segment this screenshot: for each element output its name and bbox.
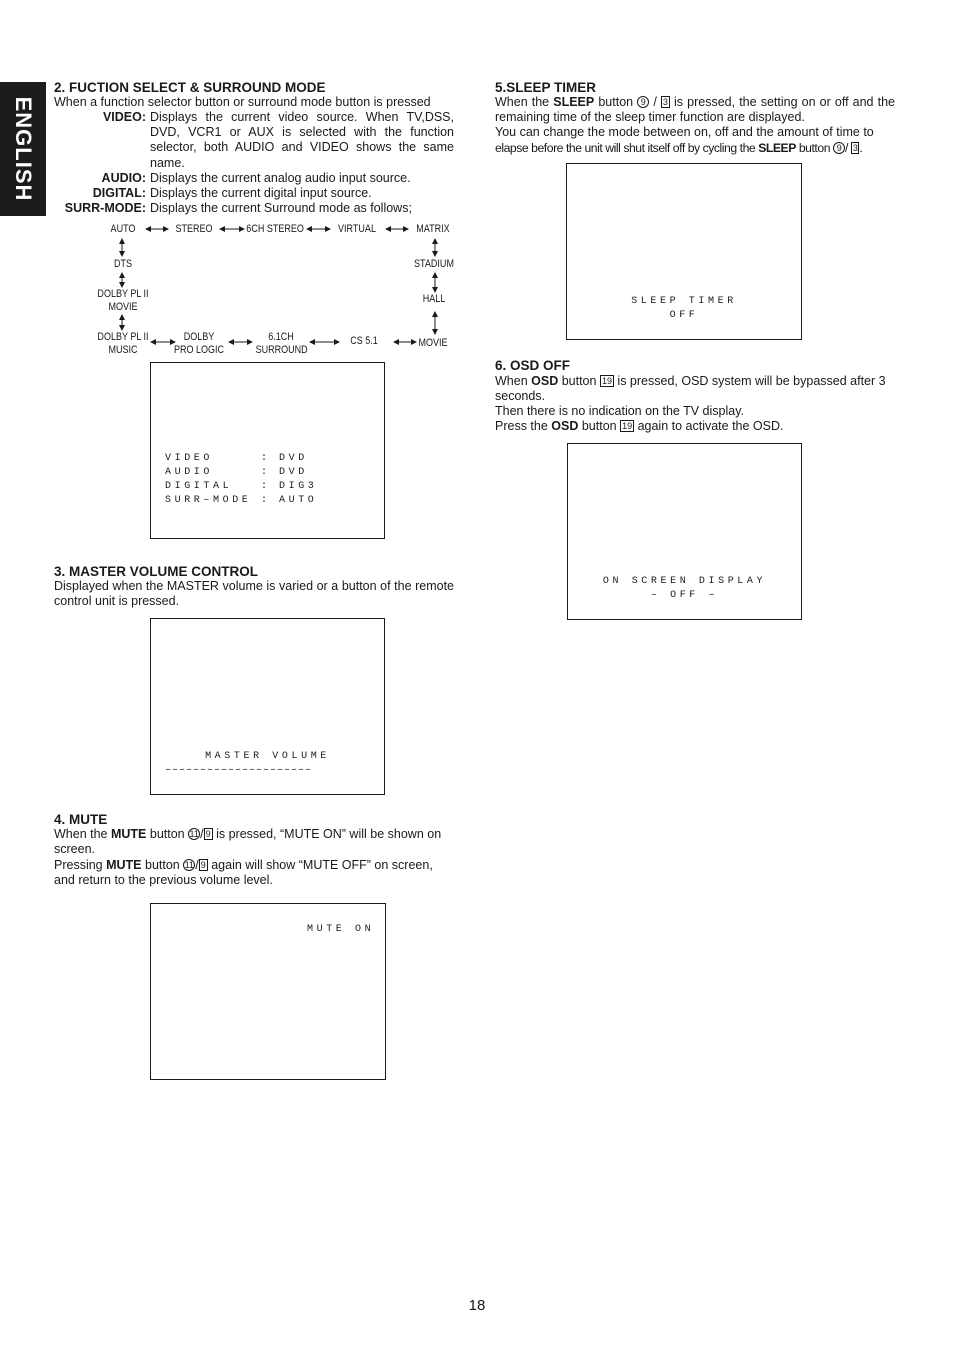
mode-line: DOLBY PL II (97, 331, 149, 343)
key-3-icon: 3 (852, 143, 858, 153)
osd-master-volume-label: MASTER VOLUME (205, 751, 330, 762)
osd-mute-label: MUTE ON (307, 924, 375, 935)
osd-sleep-label: SLEEP TIMER (631, 296, 737, 307)
mode-line: DOLBY (183, 331, 215, 343)
def-desc: Displays the current digital input source. (150, 186, 372, 200)
language-tab-label: ENGLISH (11, 96, 36, 202)
osd-screen-mute (150, 903, 386, 1080)
mode-line: MOVIE (108, 300, 138, 313)
osd-line-surr: SURR–MODE (165, 495, 252, 506)
section5-heading: 5.SLEEP TIMER (495, 80, 597, 95)
def-desc: Displays the current Surround mode as follows; (150, 201, 412, 215)
section3-heading: 3. MASTER VOLUME CONTROL (54, 564, 259, 579)
def-term: AUDIO: (101, 171, 146, 185)
osd-value: AUTO (279, 495, 318, 506)
section2-heading: 2. FUCTION SELECT & SURROUND MODE (54, 80, 326, 95)
key-19-icon: 19 (622, 421, 633, 431)
mode-auto: AUTO (110, 223, 136, 235)
osd-sep: : (261, 495, 271, 506)
mode-hall: HALL (422, 293, 446, 305)
osd-sleep-value: OFF (669, 310, 699, 321)
section6-heading: 6. OSD OFF (495, 358, 571, 373)
osd-line-audio: AUDIO (165, 467, 214, 478)
osd-sep: : (261, 481, 271, 492)
osd-sep: : (261, 453, 271, 464)
mode-line: DOLBY PL II (97, 288, 149, 300)
def-desc: Displays the current analog audio input source. (150, 171, 411, 185)
section5-p1: When the SLEEP button 9 / 3 is pressed, the setting on or off and the remaining time of the sleep timer function are displayed. (495, 95, 895, 125)
mode-dts: DTS (113, 258, 133, 270)
def-term: DIGITAL: (92, 186, 146, 200)
section5-p2b: elapse before the unit will shut itself off by cycling the SLEEP button 9 / 3 . (495, 141, 863, 155)
section3-text: Displayed when the MASTER volume is varied or a button of the remote control unit is pressed. (54, 579, 454, 609)
key-9-icon: 9 (833, 142, 845, 154)
mode-matrix: MATRIX (416, 223, 450, 235)
osd-display-value: – OFF – (650, 590, 719, 601)
key-11-icon: 11 (189, 829, 199, 839)
key-9-icon: 9 (637, 96, 649, 108)
section4-p2: Pressing MUTE button 11/ 9 again will show “MUTE OFF” on screen, and return to the previous volume level. (54, 858, 433, 888)
key-3-icon: 3 (662, 97, 668, 107)
section2-intro: When a function selector button or surround mode button is pressed (54, 95, 431, 109)
section6-p3: Press the OSD button 19 again to activate the OSD. (495, 419, 784, 433)
def-term: SURR-MODE: (64, 201, 146, 215)
key-19-icon: 19 (601, 376, 612, 386)
osd-value: DIG3 (279, 481, 318, 492)
section4-heading: 4. MUTE (54, 812, 108, 827)
osd-screen-sleep (566, 163, 802, 340)
def-desc: Displays the current video source. When TV,DSS, DVD, VCR1 or AUX is selected with the function selector, both AUDIO and VIDEO shows the same name. (150, 110, 454, 170)
mode-virtual: VIRTUAL (338, 223, 376, 235)
key-9-icon: 9 (200, 860, 206, 870)
mode-stereo: STEREO (175, 223, 213, 235)
osd-line-video: VIDEO (165, 453, 214, 464)
mode-line: SURROUND (255, 343, 308, 356)
section5-p2a: You can change the mode between on, off and the amount of time to (495, 125, 874, 139)
osd-line-digital: DIGITAL (165, 481, 233, 492)
section4-p1: When the MUTE button 11/ 9 is pressed, “MUTE ON” will be shown on screen. (54, 827, 442, 857)
osd-screen-volume (150, 618, 385, 795)
page-number: 18 (468, 1297, 486, 1314)
section6-p2: Then there is no indication on the TV display. (495, 404, 744, 418)
def-term: VIDEO: (102, 110, 146, 124)
osd-sep: : (261, 467, 271, 478)
osd-value: DVD (279, 467, 308, 478)
mode-cs51: CS 5.1 (350, 335, 378, 347)
mode-line: PRO LOGIC (173, 343, 225, 356)
osd-screen-osd-off (567, 443, 802, 620)
flow-arrows (0, 0, 470, 360)
osd-screen-function (150, 362, 385, 539)
section6-p1: When OSD button 19 is pressed, OSD system will be bypassed after 3 seconds. (495, 374, 886, 404)
key-9-icon: 9 (205, 829, 211, 839)
osd-display-label: ON SCREEN DISPLAY (602, 576, 767, 587)
osd-value: DVD (279, 453, 308, 464)
key-11-icon: 11 (184, 860, 194, 870)
mode-line: 6.1CH (268, 331, 294, 343)
mode-stadium: STADIUM (414, 258, 454, 270)
mode-line: MUSIC (108, 343, 138, 356)
osd-volume-bar: ––––––––––––––––––––– (165, 765, 313, 776)
mode-6ch-stereo: 6CH STEREO (246, 223, 304, 235)
mode-movie: MOVIE (418, 337, 448, 349)
